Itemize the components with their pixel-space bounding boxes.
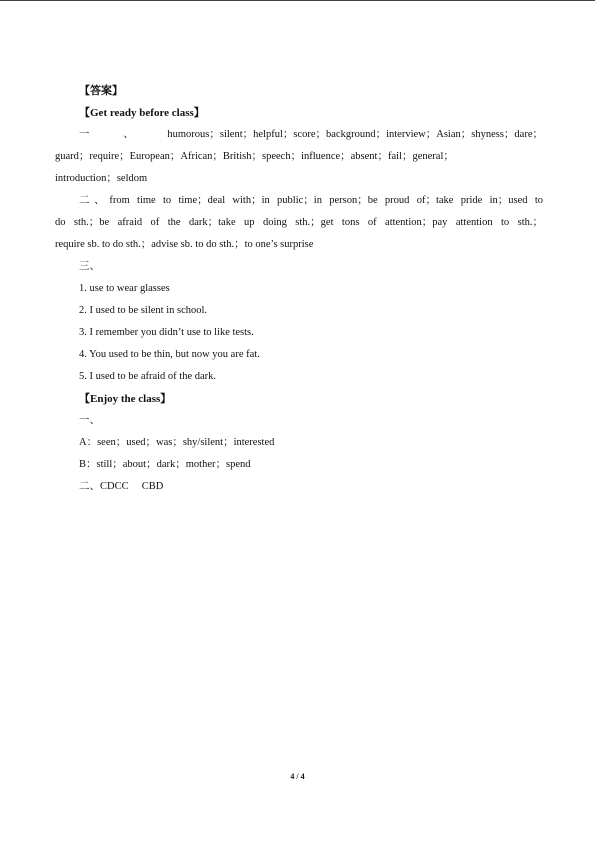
part2-line3: require sb. to do sth.；advise sb. to do sth.；to one’s surprise: [55, 239, 314, 250]
part3-item-3: 3. I remember you didn’t use to like tests.: [79, 327, 254, 338]
enjoy-a-line: A：seen；used；was；shy/silent；interested: [79, 437, 275, 448]
part2-line1: 二、from time to time；deal with；in public；in person；be proud of；take pride in；used to: [79, 195, 543, 206]
enjoy-class-heading: 【Enjoy the class】: [79, 393, 172, 405]
answer-heading: 【答案】: [79, 85, 123, 97]
part3-label: 三、: [79, 261, 100, 272]
part1-line2: guard；require；European；African；British；speech；influence；absent；fail；general；: [55, 151, 454, 162]
answer-content: [55, 80, 543, 498]
page-number: 4 / 4: [290, 772, 305, 781]
page-top-border: [0, 0, 595, 1]
enjoy-b-line: B：still；about；dark；mother；spend: [79, 459, 251, 470]
part1-line3: introduction；seldom: [55, 173, 148, 184]
enjoy-part1-label: 一、: [79, 415, 100, 426]
part3-item-2: 2. I used to be silent in school.: [79, 305, 208, 316]
part3-item-1: 1. use to wear glasses: [79, 283, 170, 294]
get-ready-heading: 【Get ready before class】: [79, 107, 205, 119]
part2-line2: do sth.；be afraid of the dark；take up doing sth.；get tons of attention；pay attention to sth.；: [55, 217, 543, 228]
part3-item-5: 5. I used to be afraid of the dark.: [79, 371, 217, 382]
part1-line1: 一、humorous；silent；helpful；score；background；interview；Asian；shyness；dare；: [79, 129, 543, 140]
enjoy-part2: 二、CDCC CBD: [79, 481, 164, 492]
part3-item-4: 4. You used to be thin, but now you are fat.: [79, 349, 260, 360]
